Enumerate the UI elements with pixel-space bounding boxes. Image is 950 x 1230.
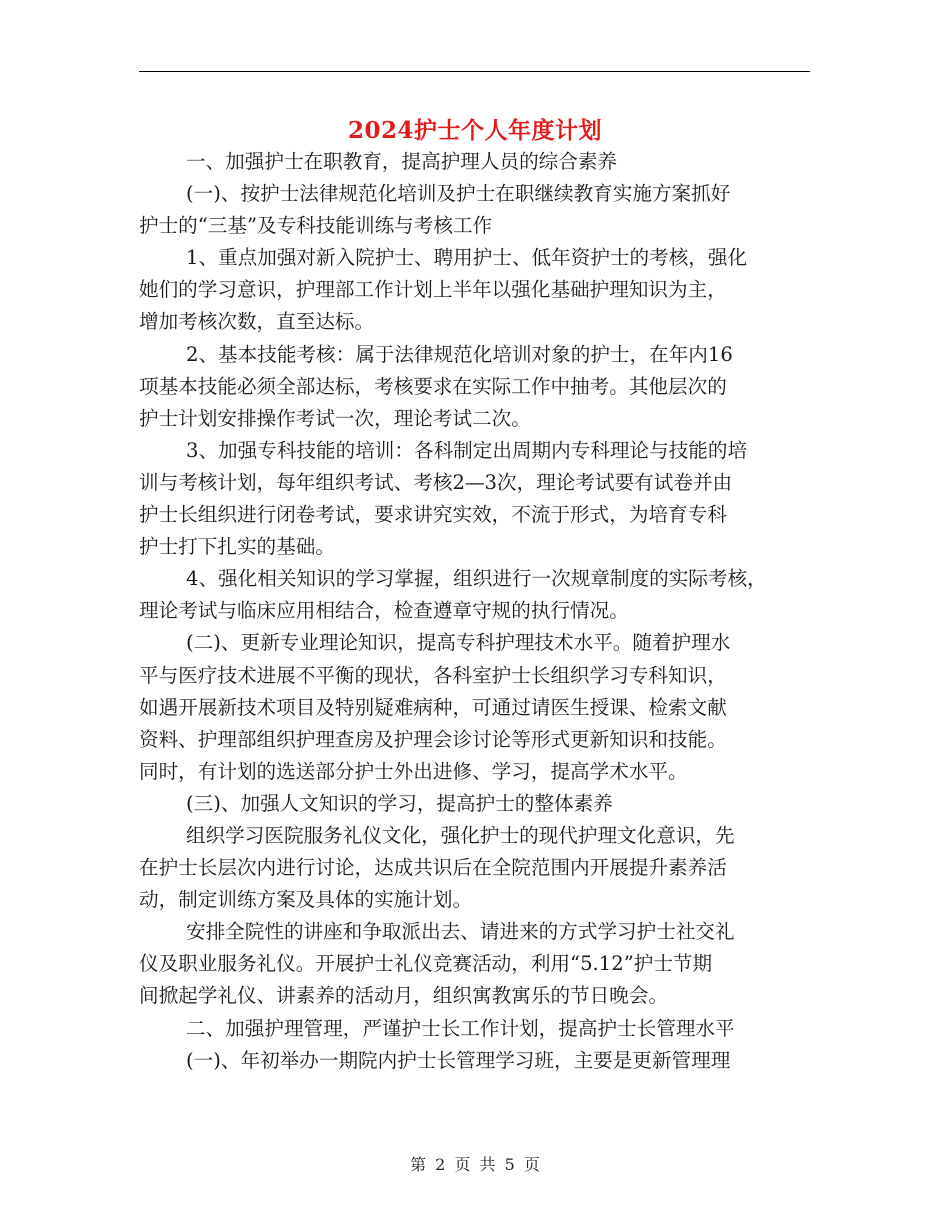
body-line: 间掀起学礼仪、讲素养的活动月，组织寓教寓乐的节日晚会。 <box>139 984 669 1008</box>
document-title: 2024护士个人年度计划 <box>347 117 602 144</box>
body-line: (一)、年初举办一期院内护士长管理学习班，主要是更新管理理 <box>186 1048 731 1072</box>
body-line: 同时，有计划的选送部分护士外出进修、学习，提高学术水平。 <box>139 759 688 783</box>
body-line: 护士的“三基”及专科技能训练与考核工作 <box>139 214 493 238</box>
document-body <box>139 146 819 1077</box>
header-rule <box>139 71 810 72</box>
body-line: (三)、加强人文知识的学习，提高护士的整体素养 <box>186 791 613 815</box>
body-line: 她们的学习意识，护理部工作计划上半年以强化基础护理知识为主， <box>139 278 727 302</box>
body-line: 资料、护理部组织护理查房及护理会诊讨论等形式更新知识和技能。 <box>139 727 727 751</box>
body-line: 动，制定训练方案及具体的实施计划。 <box>139 888 473 912</box>
body-line: 1、重点加强对新入院护士、聘用护士、低年资护士的考核，强化 <box>186 246 748 270</box>
body-line: 2、基本技能考核：属于法律规范化培训对象的护士，在年内16 <box>186 342 733 366</box>
page-footer: 第 2 页 共 5 页 <box>410 1155 540 1174</box>
body-line: 组织学习医院服务礼仪文化，强化护士的现代护理文化意识，先 <box>186 823 735 847</box>
body-line: 增加考核次数，直至达标。 <box>139 310 375 334</box>
body-line: (二)、更新专业理论知识，提高专科护理技术水平。随着护理水 <box>186 631 731 655</box>
body-line: 护士打下扎实的基础。 <box>139 535 335 559</box>
body-line: 安排全院性的讲座和争取派出去、请进来的方式学习护士社交礼 <box>186 920 735 944</box>
body-line: 在护士长层次内进行讨论，达成共识后在全院范围内开展提升素养活 <box>139 856 727 880</box>
body-line: (一)、按护士法律规范化培训及护士在职继续教育实施方案抓好 <box>186 182 731 206</box>
body-line: 一、加强护士在职教育，提高护理人员的综合素养 <box>186 150 618 173</box>
body-line: 项基本技能必须全部达标，考核要求在实际工作中抽考。其他层次的 <box>139 374 727 398</box>
body-line: 护士长组织进行闭卷考试，要求讲究实效，不流于形式，为培育专科 <box>139 503 727 527</box>
body-line: 仪及职业服务礼仪。开展护士礼仪竞赛活动，利用“5.12”护士节期 <box>139 952 713 976</box>
body-line: 3、加强专科技能的培训：各科制定出周期内专科理论与技能的培 <box>186 438 748 462</box>
body-line: 如遇开展新技术项目及特别疑难病种，可通过请医生授课、检索文献 <box>139 695 727 719</box>
body-line: 理论考试与临床应用相结合，检查遵章守规的执行情况。 <box>139 599 629 623</box>
body-line: 4、强化相关知识的学习掌握，组织进行一次规章制度的实际考核， <box>186 567 767 591</box>
body-line: 平与医疗技术进展不平衡的现状，各科室护士长组织学习专科知识， <box>139 663 727 687</box>
body-line: 二、加强护理管理，严谨护士长工作计划，提高护士长管理水平 <box>186 1016 735 1040</box>
body-line: 护士计划安排操作考试一次，理论考试二次。 <box>139 406 531 430</box>
body-line: 训与考核计划，每年组织考试、考核2—3次，理论考试要有试卷并由 <box>139 470 733 494</box>
